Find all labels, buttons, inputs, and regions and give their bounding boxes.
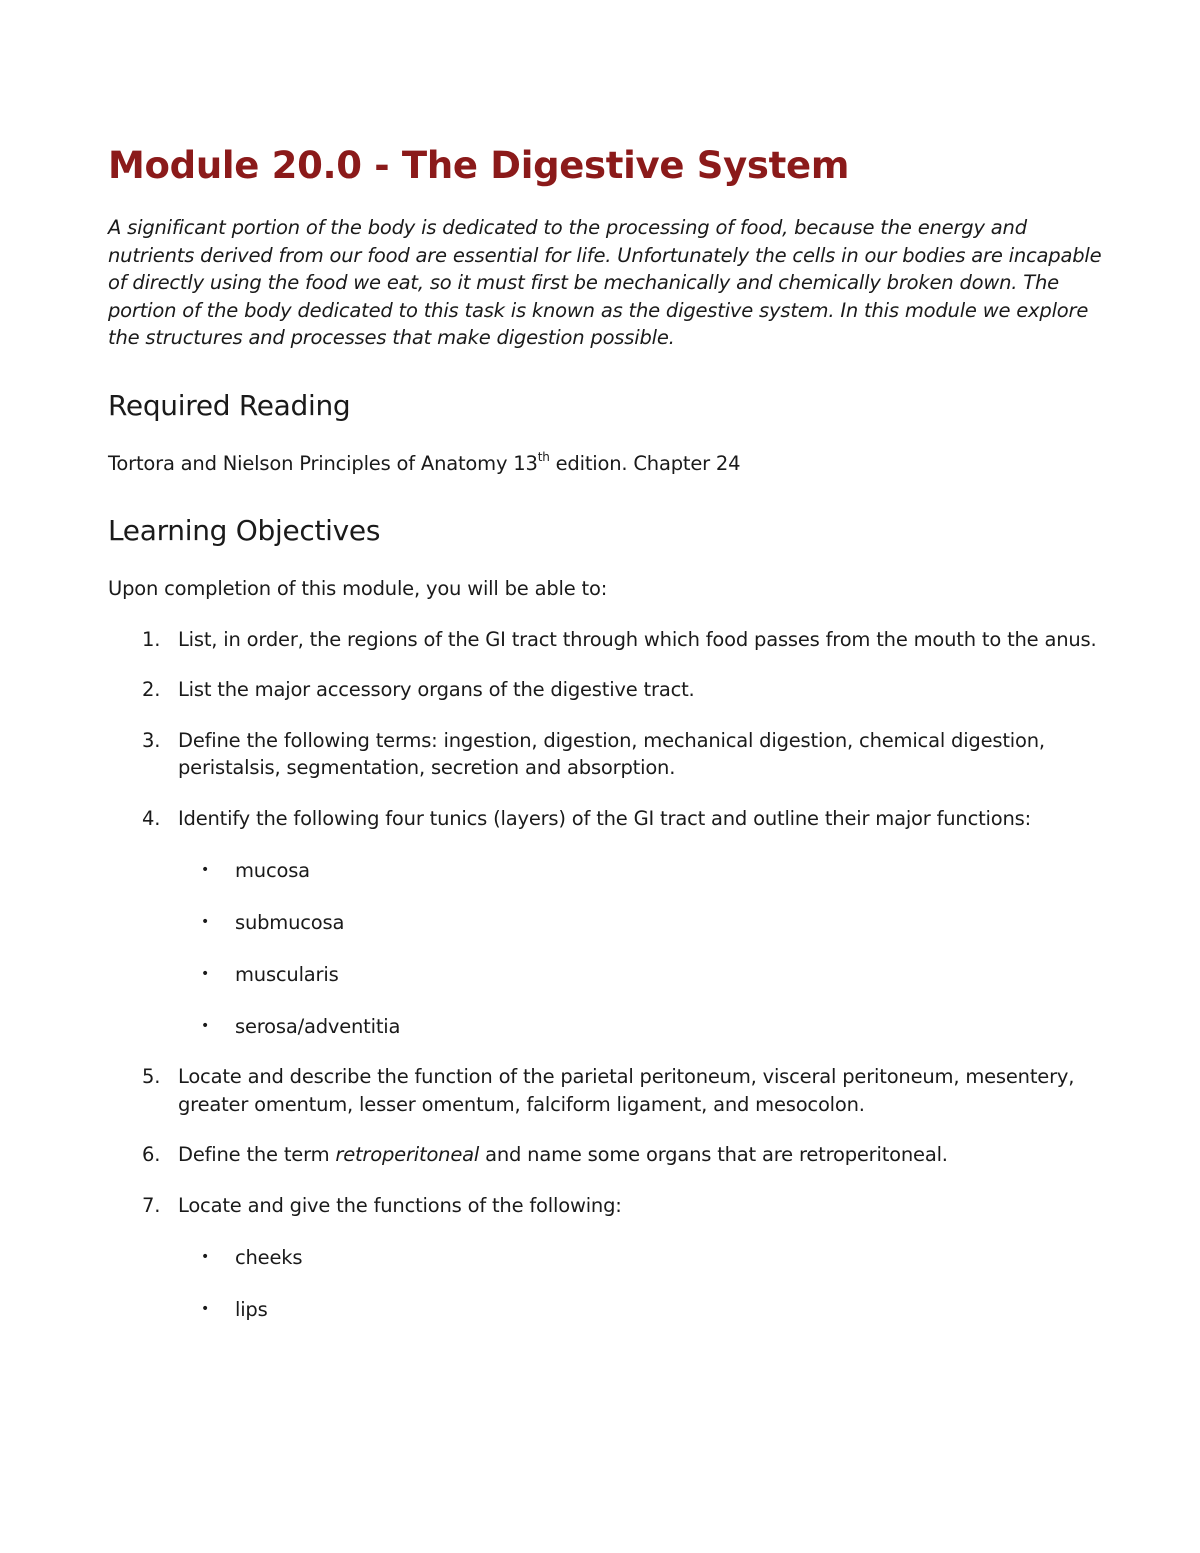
objective-text: Locate and describe the function of the parietal peritoneum, visceral peritoneum, mesentery, greater omentum, lesser omentum, falciform ligament, and mesocolon. — [178, 1065, 1075, 1116]
objective-number: 4. — [142, 806, 161, 830]
objective-text: Define the following terms: ingestion, digestion, mechanical digestion, chemical digestion, peristalsis, segmentation, secretion and absorption. — [178, 728, 1045, 779]
objective-text: Locate and give the functions of the following: — [178, 1193, 622, 1217]
objective-item — [108, 1192, 1108, 1324]
objective-number: 1. — [142, 627, 161, 651]
bullet-icon: • — [201, 913, 210, 930]
objective-item — [108, 727, 1108, 782]
objective-item — [108, 805, 1108, 1041]
bullet-text: serosa/adventitia — [235, 1014, 401, 1038]
bullet-item — [178, 909, 1108, 937]
reading-text-main: Tortora and Nielson Principles of Anatomy 13 — [108, 451, 538, 475]
objective-text-part: Define the term — [178, 1143, 336, 1166]
bullet-text: lips — [235, 1297, 268, 1321]
bullet-text: submucosa — [235, 910, 345, 934]
objective-item — [108, 676, 1108, 704]
objective-number: 3. — [142, 728, 161, 752]
objective-number: 5. — [142, 1065, 161, 1088]
objectives-lead: Upon completion of this module, you will be able to: — [108, 577, 608, 600]
bullet-icon: • — [201, 1017, 210, 1034]
module-title: Module 20.0 - The Digestive System — [108, 144, 850, 187]
document-page — [108, 140, 1108, 1323]
objective-text — [178, 1143, 948, 1166]
bullet-icon: • — [201, 965, 210, 982]
bullet-icon: • — [201, 1300, 210, 1317]
objective-number: 2. — [142, 678, 161, 701]
bullet-icon: • — [201, 861, 210, 878]
objective-text: List the major accessory organs of the digestive tract. — [178, 678, 695, 701]
emphasized-term: retroperitoneal — [335, 1143, 480, 1166]
mouth-structures-list — [178, 1244, 1108, 1324]
objectives-list — [108, 626, 1108, 1324]
bullet-item — [178, 1296, 1108, 1324]
bullet-item — [178, 961, 1108, 989]
required-reading-text — [108, 450, 1108, 478]
objective-text: List, in order, the regions of the GI tract through which food passes from the mouth to the anus. — [178, 627, 1097, 651]
objective-item — [108, 1063, 1108, 1118]
tunics-list — [178, 857, 1108, 1041]
bullet-item — [178, 857, 1108, 885]
intro-paragraph: A significant portion of the body is dedicated to the processing of food, because the energy and nutrients derived from our food are essential for life. Unfortunately the cells in our bodies are incapable of directly using the food we eat, so it must first be mechanically and chemically broken down. The portion of the body dedicated to this task is known as the digestive system. In this module we explore the structures and processes that make digestion possible. — [108, 216, 1102, 349]
bullet-text: muscularis — [235, 962, 339, 986]
reading-text-tail: edition. Chapter 24 — [549, 451, 741, 475]
bullet-item — [178, 1013, 1108, 1041]
objective-number: 7. — [142, 1193, 161, 1217]
bullet-text: mucosa — [235, 858, 310, 882]
bullet-item — [178, 1244, 1108, 1272]
objective-item — [108, 626, 1108, 654]
bullet-icon: • — [201, 1248, 210, 1265]
reading-superscript: th — [537, 449, 550, 464]
bullet-text: cheeks — [235, 1245, 303, 1269]
objective-number: 6. — [142, 1143, 161, 1166]
objective-text: Identify the following four tunics (layers) of the GI tract and outline their major functions: — [178, 806, 1031, 830]
required-reading-heading: Required Reading — [108, 388, 351, 422]
objective-item — [108, 1141, 1108, 1169]
objective-text-part: and name some organs that are retroperitoneal. — [479, 1143, 948, 1166]
learning-objectives-heading: Learning Objectives — [108, 514, 381, 547]
